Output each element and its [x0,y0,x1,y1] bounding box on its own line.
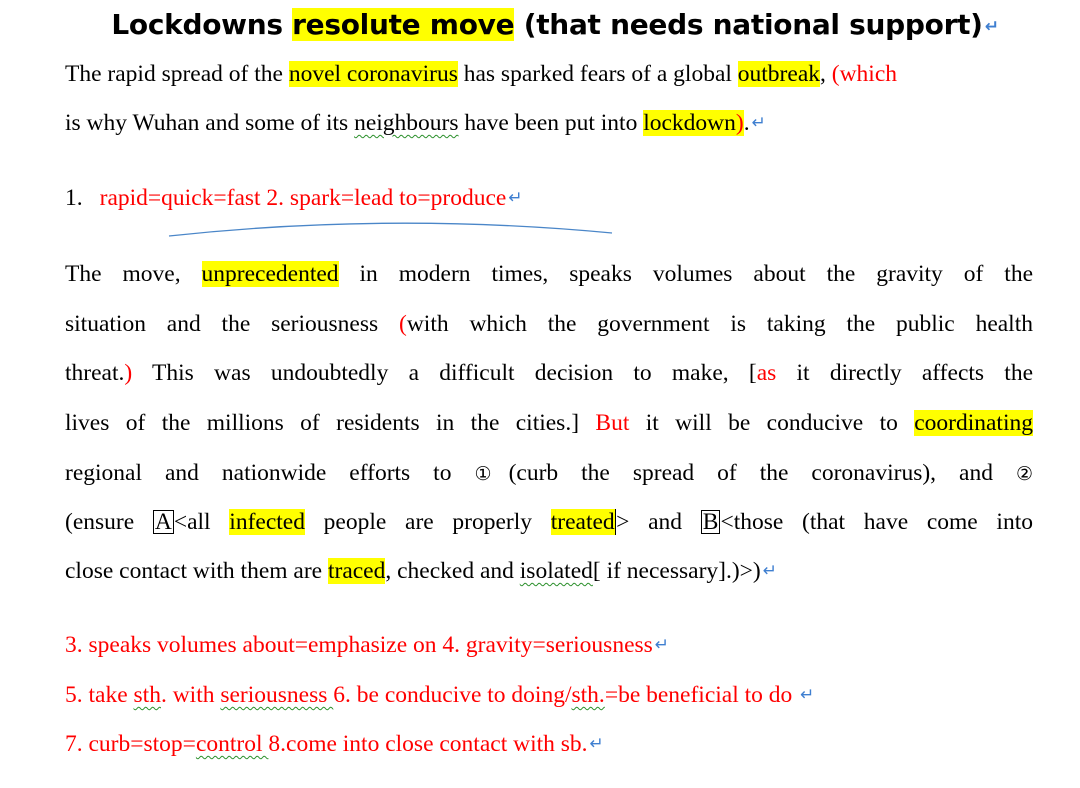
boxed-b: B [702,509,719,535]
circled-two-icon: ② [1015,463,1033,485]
paragraph-2-line-1: The move, unprecedented in modern times, speaks volumes about the gravity of the [65,261,1033,287]
title-text: Lockdowns [111,8,293,41]
paragraph-1-line-1: The rapid spread of the novel coronavirus has sparked fears of a global outbreak, (which [65,61,898,87]
highlight-treated: treated [550,509,615,535]
paragraph-1-line-2: is why Wuhan and some of its neighbours have been put into lockdown). ↵ [65,110,766,136]
highlight-novel-coronavirus: novel coronavirus [288,61,458,87]
return-mark-icon: ↵ [751,113,766,133]
highlight-traced: traced [327,558,386,584]
vocab-line-2 [65,627,1033,663]
return-mark-icon: ↵ [589,734,604,754]
highlight-lockdown: lockdown [643,110,736,136]
paragraph-2-line-7: close contact with them are traced, checked and isolated[ if necessary].)>) ↵ [65,558,777,584]
paragraph-2-line-5: regional and nationwide efforts to ①(curb the spread of the coronavirus), and ② [65,460,1033,486]
highlight-unprecedented: unprecedented [201,261,339,287]
title-text-end: (that needs national support) [514,8,983,41]
list-number: 1. [65,185,83,211]
boxed-a: A [154,509,172,535]
return-mark-icon: ↵ [654,635,670,655]
vocab-line-4: 7. curb=stop=control 8.come into close contact with sb. ↵ [65,731,604,757]
paragraph-2-line-4: lives of the millions of residents in the cities.] But it will be conducive to coordinating [65,410,1033,436]
circled-one-icon: ① [474,463,509,485]
paragraph-2-line-6: (ensure A<all infected people are properly treated> and B<those (that have come into [65,509,1033,535]
red-but: But [595,410,630,436]
return-mark-icon: ↵ [800,685,815,705]
return-mark-icon: ↵ [984,17,999,37]
vocab-note-1: rapid=quick=fast 2. spark=lead to=produce [99,185,507,211]
vocab-note-2: 3. speaks volumes about=emphasize on 4. gravity=seriousness [65,632,653,658]
return-mark-icon: ↵ [762,561,777,581]
paragraph-2-line-3: threat.) This was undoubtedly a difficult decision to make, [as it directly affects the [65,360,1034,386]
spellcheck-neighbours: neighbours [354,110,459,136]
paragraph-2-line-2: situation and the seriousness (with which the government is taking the public health [65,311,1033,337]
title-highlight: resolute move [292,8,515,41]
vocab-line-3: 5. take sth. with seriousness 6. be conducive to doing/sth.=be beneficial to do ↵ [65,682,815,708]
red-paren: ) [735,110,744,136]
highlight-infected: infected [229,509,305,535]
highlight-coordinating: coordinating [914,410,1033,436]
highlight-outbreak: outbreak [737,61,820,87]
spellcheck-isolated: isolated [519,558,593,584]
return-mark-icon: ↵ [508,188,523,208]
red-bracket-text: (which [831,61,898,87]
